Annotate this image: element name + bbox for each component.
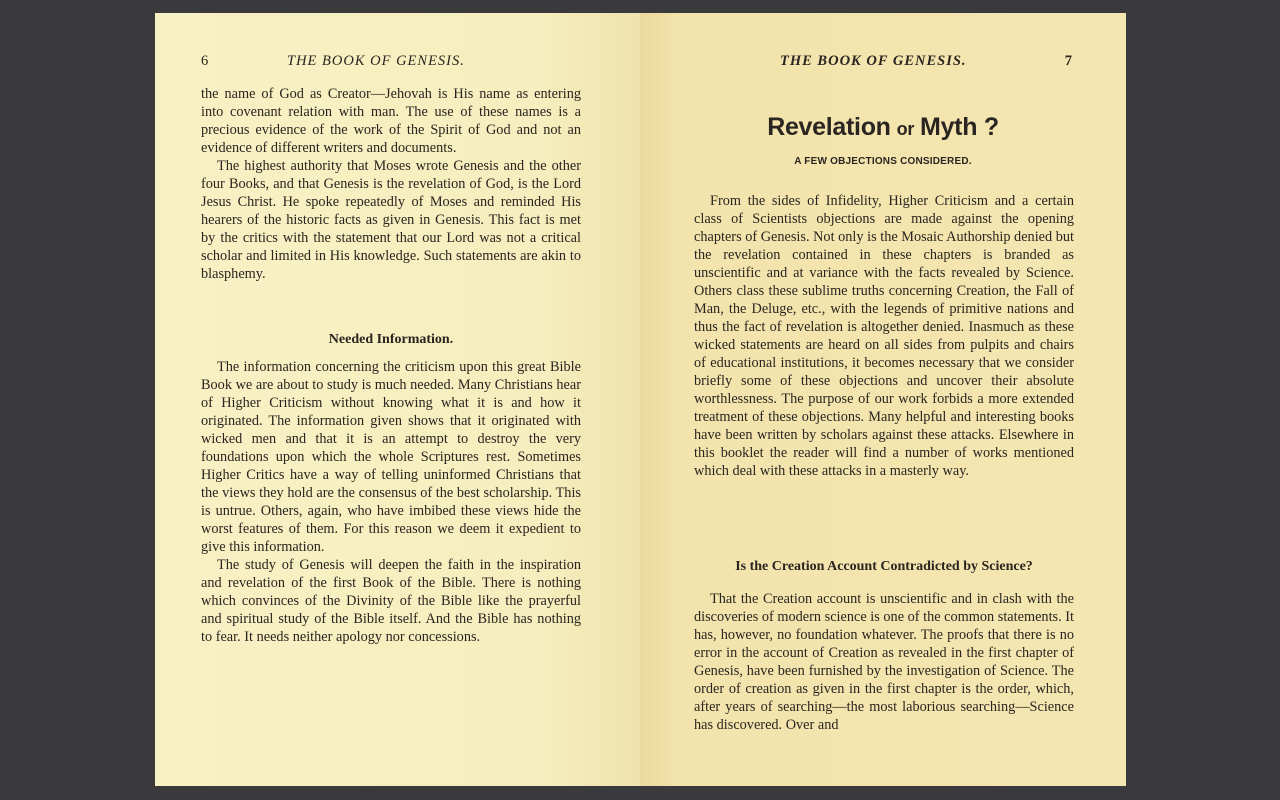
right-paragraph-2: That the Creation account is unscientific and in clash with the discoveries of modern science is one of the common statements. It has, however, no foundation whatever. The proofs that there is no error in the account of Creation as revealed in the first chapter of Genesis, have been furnished by the investigation of Science. The order of creation as given in the first chapter is the order, which, after years of searching—the most laborious searching—Science has discovered. Over and bbox=[694, 591, 1074, 733]
right-paragraph-1: From the sides of Infidelity, Higher Criticism and a certain class of Scientists objections are made against the opening chapters of Genesis. Not only is the Mosaic Authorship denied but the revelation contained in these chapters is branded as unscientific and at variance with the facts revealed by Science. Others class these sublime truths concerning Creation, the Fall of Man, the Deluge, etc., with the legends of primitive nations and thus the fact of revelation is altogether denied. Inasmuch as these wicked statements are heard on all sides from pulpits and chairs of educational institutions, it becomes necessary that we consider briefly some of these objections and uncover their absolute worthlessness. The purpose of our work forbids a more extended treatment of these objections. Many helpful and interesting books have been written by scholars against these attacks. Elsewhere in this booklet the reader will find a number of works mentioned which deal with these attacks in a masterly way. bbox=[694, 193, 1074, 479]
right-text-block-1 bbox=[694, 192, 1074, 480]
left-page bbox=[155, 13, 640, 786]
chapter-title bbox=[640, 113, 1126, 142]
left-heading-block bbox=[201, 331, 581, 349]
right-text-block-2 bbox=[694, 590, 1074, 734]
right-heading-block bbox=[694, 558, 1074, 576]
left-paragraph-3: The information concerning the criticism upon this great Bible Book we are about to study is much needed. Many Christians hear of Higher Criticism without knowing what it is and how it originated. The information given shows that it originated with wicked men and that it is an attempt to destroy the very foundations upon which the whole Scriptures rest. Sometimes Higher Critics have a way of telling uninformed Christians that the views they hold are the consensus of the best scholarship. This is untrue. Others, again, who have imbibed these views hide the worst features of them. For this reason we deem it expedient to give this information. bbox=[201, 359, 581, 555]
left-paragraph-1: the name of God as Creator—Jehovah is His name as entering into covenant relation with man. The use of these names is a precious evidence of the work of the Spirit of God and not an evidence of different writers and documents. bbox=[201, 86, 581, 156]
left-section-heading: Needed Information. bbox=[328, 332, 454, 347]
right-running-title: THE BOOK OF GENESIS. bbox=[780, 53, 967, 69]
left-paragraph-2: The highest authority that Moses wrote Genesis and the other four Books, and that Genesis is the revelation of God, is the Lord Jesus Christ. He spoke repeatedly of Moses and reminded His hearers of the historic facts as given in Genesis. This fact is met by the critics with the statement that our Lord was not a critical scholar and limited in His knowledge. Such statements are akin to blasphemy. bbox=[201, 158, 581, 282]
left-text-block-1 bbox=[201, 85, 581, 283]
left-text-block-2 bbox=[201, 358, 581, 646]
left-running-title: THE BOOK OF GENESIS. bbox=[287, 53, 465, 69]
chapter-subtitle: A FEW OBJECTIONS CONSIDERED. bbox=[794, 156, 972, 167]
right-page-number: 7 bbox=[1064, 53, 1072, 69]
left-page-number: 6 bbox=[201, 53, 209, 69]
left-paragraph-4: The study of Genesis will deepen the faith in the inspiration and revelation of the first Book of the Bible. There is nothing which convinces of the Divinity of the Bible like the prayerful and spiritual study of the Bible itself. And the Bible has nothing to fear. It needs neither apology nor concessions. bbox=[201, 557, 581, 645]
right-page bbox=[640, 13, 1126, 786]
chapter-title-part-1: Revelation bbox=[767, 113, 891, 141]
chapter-title-part-2: Myth ? bbox=[920, 113, 999, 141]
chapter-title-or: or bbox=[896, 119, 915, 139]
right-section-heading: Is the Creation Account Contradicted by Science? bbox=[735, 559, 1033, 574]
